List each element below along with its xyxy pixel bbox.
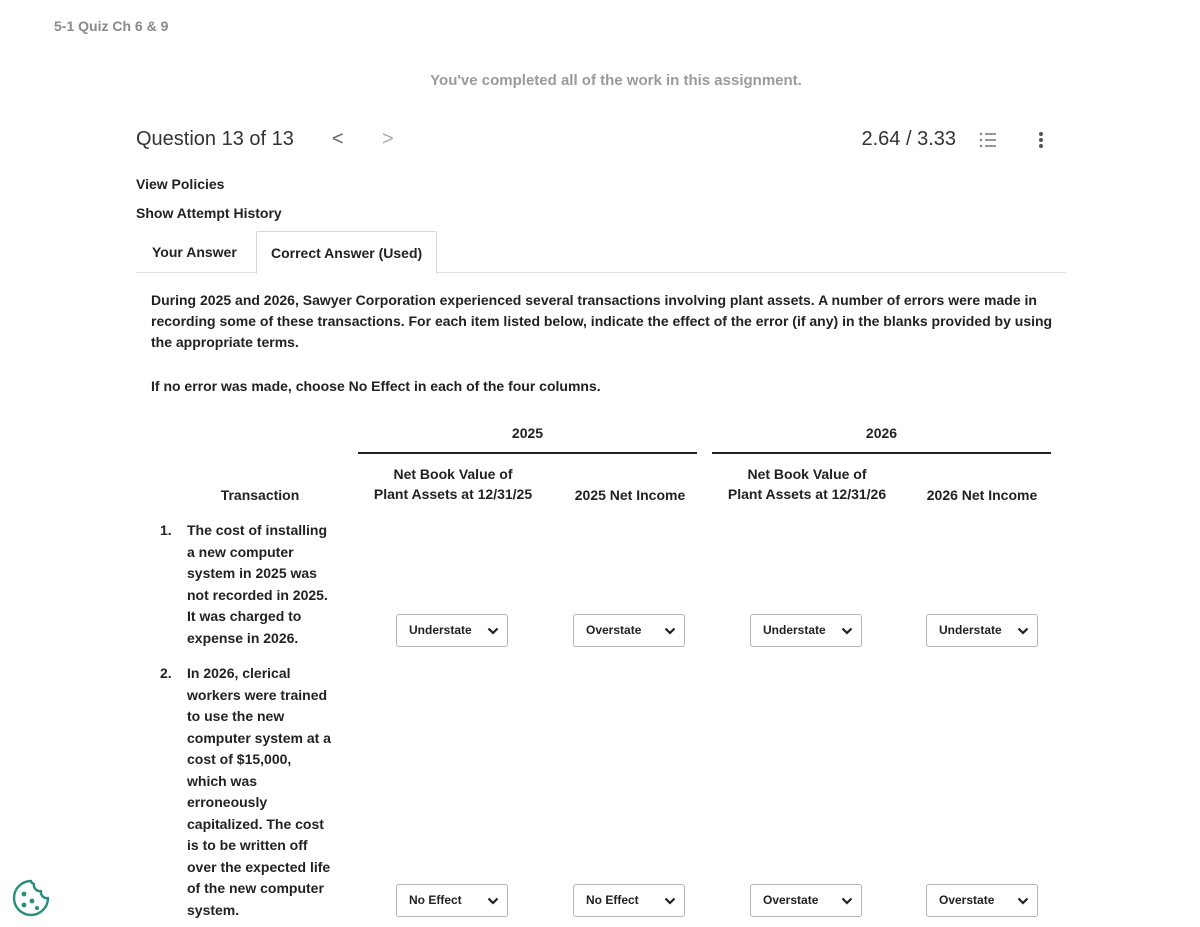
more-options-icon[interactable] <box>1036 130 1046 150</box>
selected-value: Overstate <box>763 893 819 907</box>
description-line: not recorded in 2025. <box>187 586 328 603</box>
transaction-description <box>187 520 339 649</box>
selected-value: Understate <box>939 623 1002 637</box>
description-line: erroneously <box>187 794 268 810</box>
description-line: system. <box>187 901 240 918</box>
column-header-nbv-2026-line2: Plant Assets at 12/31/26 <box>727 486 887 502</box>
description-line: is to be written off <box>187 837 308 853</box>
chevron-down-icon <box>1017 896 1029 906</box>
answer-select-ni-2025[interactable] <box>573 614 685 647</box>
tab-correct-answer[interactable]: Correct Answer (Used) <box>256 231 437 274</box>
answer-select-ni-2026[interactable] <box>926 884 1038 917</box>
chevron-down-icon <box>487 896 499 906</box>
description-line: computer system at a <box>187 729 331 746</box>
year-2025-divider <box>358 452 697 454</box>
description-line: cost of $15,000, <box>187 751 292 767</box>
description-line: It was charged to <box>187 608 302 624</box>
tab-your-answer[interactable]: Your Answer <box>152 244 237 260</box>
column-header-nbv-2025-line2: Plant Assets at 12/31/25 <box>373 486 533 502</box>
year-2026-header: 2026 <box>865 425 898 441</box>
description-line: capitalized. The cost <box>187 815 324 832</box>
selected-value: Overstate <box>939 893 995 907</box>
question-instructions: During 2025 and 2026, Sawyer Corporation experienced several transactions involving plant assets. A number of errors were made in recording some of these transactions. For each item listed below, indicate the effect of the error (if any) in the blanks provided by using the appropriate terms. <box>151 292 1053 350</box>
column-header-ni-2026: 2026 Net Income <box>926 487 1038 503</box>
selected-value: Understate <box>763 623 826 637</box>
no-effect-instruction: If no error was made, choose No Effect in each of the four columns. <box>151 378 601 394</box>
answer-tabs <box>136 231 1066 273</box>
chevron-down-icon <box>664 626 676 636</box>
answer-select-ni-2025[interactable] <box>573 884 685 917</box>
chevron-down-icon <box>664 896 676 906</box>
description-line: system in 2025 was <box>187 565 317 581</box>
answer-select-ni-2026[interactable] <box>926 614 1038 647</box>
question-header <box>136 128 1056 152</box>
answer-select-nbv-2026[interactable] <box>750 884 862 917</box>
description-line: expense in 2026. <box>187 629 299 646</box>
description-line: The cost of installing <box>187 522 328 538</box>
description-line: In 2026, clerical <box>187 665 291 681</box>
transaction-description <box>187 663 339 921</box>
column-header-nbv-2025 <box>358 464 548 504</box>
selected-value: Overstate <box>586 623 642 637</box>
description-line: over the expected life <box>187 858 331 875</box>
row-number: 1. <box>160 522 172 538</box>
completed-message: You've completed all of the work in this assignment. <box>430 72 802 89</box>
question-list-icon[interactable] <box>978 130 998 150</box>
chevron-down-icon <box>841 626 853 636</box>
question-score: 2.64 / 3.33 <box>861 128 956 150</box>
description-line: a new computer <box>187 543 294 560</box>
chevron-down-icon <box>1017 626 1029 636</box>
next-question-button[interactable]: > <box>382 128 394 150</box>
description-line: which was <box>187 772 258 789</box>
answer-select-nbv-2026[interactable] <box>750 614 862 647</box>
year-2026-divider <box>712 452 1051 454</box>
column-header-nbv-2026 <box>712 464 902 504</box>
selected-value: Understate <box>409 623 472 637</box>
selected-value: No Effect <box>586 893 639 907</box>
chevron-down-icon <box>841 896 853 906</box>
answer-select-nbv-2025[interactable] <box>396 614 508 647</box>
question-title: Question 13 of 13 <box>136 128 294 150</box>
description-line: workers were trained <box>187 686 328 703</box>
selected-value: No Effect <box>409 893 462 907</box>
column-header-ni-2025: 2025 Net Income <box>574 487 686 503</box>
answer-select-nbv-2025[interactable] <box>396 884 508 917</box>
cookie-settings-icon[interactable] <box>10 877 52 919</box>
view-policies-link[interactable]: View Policies <box>136 176 225 192</box>
description-line: to use the new <box>187 708 285 724</box>
assignment-title: 5-1 Quiz Ch 6 & 9 <box>54 18 169 34</box>
column-header-transaction: Transaction <box>220 487 300 503</box>
previous-question-button[interactable]: < <box>332 128 344 150</box>
show-attempt-history-link[interactable]: Show Attempt History <box>136 205 282 221</box>
description-line: of the new computer <box>187 880 324 896</box>
chevron-down-icon <box>487 626 499 636</box>
year-2025-header: 2025 <box>511 425 544 441</box>
row-number: 2. <box>160 665 172 681</box>
column-header-nbv-2026-line1: Net Book Value of <box>747 466 867 482</box>
column-header-nbv-2025-line1: Net Book Value of <box>393 466 513 482</box>
